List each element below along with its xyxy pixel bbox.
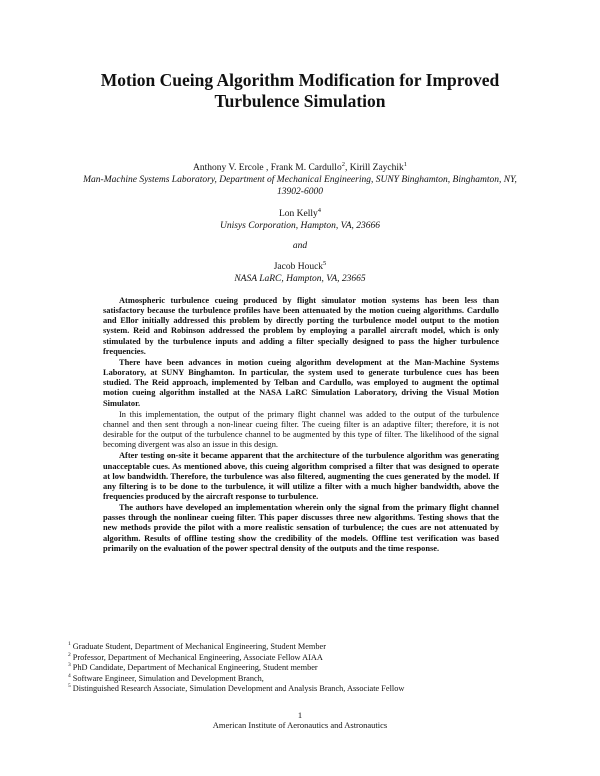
footnote-mark: 3: [68, 662, 71, 669]
footnote-mark: 1: [403, 160, 408, 168]
footnote: [68, 674, 538, 685]
page-footer: American Institute of Aeronautics and Astronautics: [212, 720, 388, 730]
footnote-text: Distinguished Research Associate, Simulation Development and Analysis Branch, Associate Fellow: [72, 684, 405, 693]
footnote-text: Software Engineer, Simulation and Development Branch,: [72, 673, 264, 683]
abstract: [103, 296, 499, 555]
footnote-mark: 5: [68, 683, 71, 690]
footnote-mark: 5: [323, 259, 327, 267]
author-name: Jacob Houck: [273, 262, 324, 272]
footnote-mark: 1: [68, 641, 71, 648]
page-number: 1: [297, 710, 303, 720]
footnote: [68, 663, 538, 674]
footnote: [68, 684, 538, 695]
footnotes: [68, 642, 538, 695]
author-separator: ,: [263, 163, 271, 173]
footnote-mark: 4: [317, 206, 322, 214]
abstract-paragraph: Atmospheric turbulence cueing produced by flight simulator motion systems has been less than satisfactory because the turbulence profiles have been attenuated by the motion cueing algorithms. Cardullo and Ellor initially addressed this problem by directly porting the turbulence model output to the motion system. Reid and Robinson addressed the problem by employing a parallel aircraft model, which is only stimulated by the turbulence inputs and adding a filter specially designed to pass the higher turbulence frequencies.: [103, 296, 499, 356]
footnote-mark: 2: [68, 651, 71, 658]
author-separator: ,: [344, 163, 350, 173]
affiliation-1: Man-Machine Systems Laboratory, Department of Mechanical Engineering, SUNY Binghamton, Binghamton, NY,: [83, 175, 517, 185]
footnote-text: PhD Candidate, Department of Mechanical Engineering, Student member: [72, 663, 318, 672]
affiliation-1-zip: 13902-6000: [277, 187, 323, 197]
abstract-paragraph: In this implementation, the output of the primary flight channel was added to the output of the turbulence channel and then sent through a non-linear cueing filter. The cueing filter is an adaptive filter; therefore, it is not desirable for the output of the turbulence channel to be augmented by this type of filter. The likelihood of the signal becoming divergent was also an issue in this design.: [103, 409, 499, 450]
abstract-paragraph: The authors have developed an implementation wherein only the signal from the primary flight channel passes through the nonlinear cueing filter. This paper discusses three new algorithms. Testing shows that the new methods provide the pilot with a more realistic sensation of turbulence; the cues are not attenuated by algorithm. Results of offline testing show the credibility of the models. Offline test verification was based primarily on the evaluation of the power spectral density of the outputs and the time response.: [103, 503, 499, 553]
abstract-paragraph: There have been advances in motion cueing algorithm development at the Man-Machine Systems Laboratory, at SUNY Binghamton. In particular, the system used to generate turbulence cues has been studied. The Reid approach, implemented by Telban and Cardullo, was employed to augment the optimal motion cueing algorithm installed at the NASA LaRC Simulation Laboratory, driving the Visual Motion Simulator.: [103, 357, 499, 408]
paper-title: Motion Cueing Algorithm Modification for Improved Turbulence Simulation: [100, 70, 500, 111]
and-conjunction: and: [292, 241, 308, 251]
author-line-3: [40, 259, 560, 274]
abstract-paragraph: After testing on-site it became apparent that the architecture of the turbulence algorithm was generating unacceptable cues. As mentioned above, this cueing algorithm comprised a filter that was designed to operate at low bandwidth. Therefore, the turbulence was also filtered, augmenting the cues generated by the model. If any filtering is to be done to the turbulence, it will utilize a filter with a much higher bandwidth, above the frequencies produced by the aircraft response to turbulence.: [103, 451, 499, 501]
author-name: Lon Kelly: [278, 209, 318, 219]
footnote: [68, 642, 538, 653]
author-line-1: [40, 160, 560, 175]
footnote-text: Professor, Department of Mechanical Engineering, Associate Fellow AIAA: [72, 652, 323, 662]
author-name: Frank M. Cardullo: [270, 163, 342, 173]
author-name: Anthony V. Ercole: [192, 163, 264, 173]
footnote: [68, 653, 538, 664]
footnote-mark: 2: [341, 160, 345, 168]
author-line-2: [40, 206, 560, 221]
footnote-text: Graduate Student, Department of Mechanical Engineering, Student Member: [72, 642, 326, 651]
author-name: Kirill Zaychik: [349, 163, 404, 173]
affiliation-2: Unisys Corporation, Hampton, VA, 23666: [219, 221, 380, 231]
affiliation-3: NASA LaRC, Hampton, VA, 23665: [234, 274, 366, 284]
footnote-mark: 4: [68, 672, 71, 679]
